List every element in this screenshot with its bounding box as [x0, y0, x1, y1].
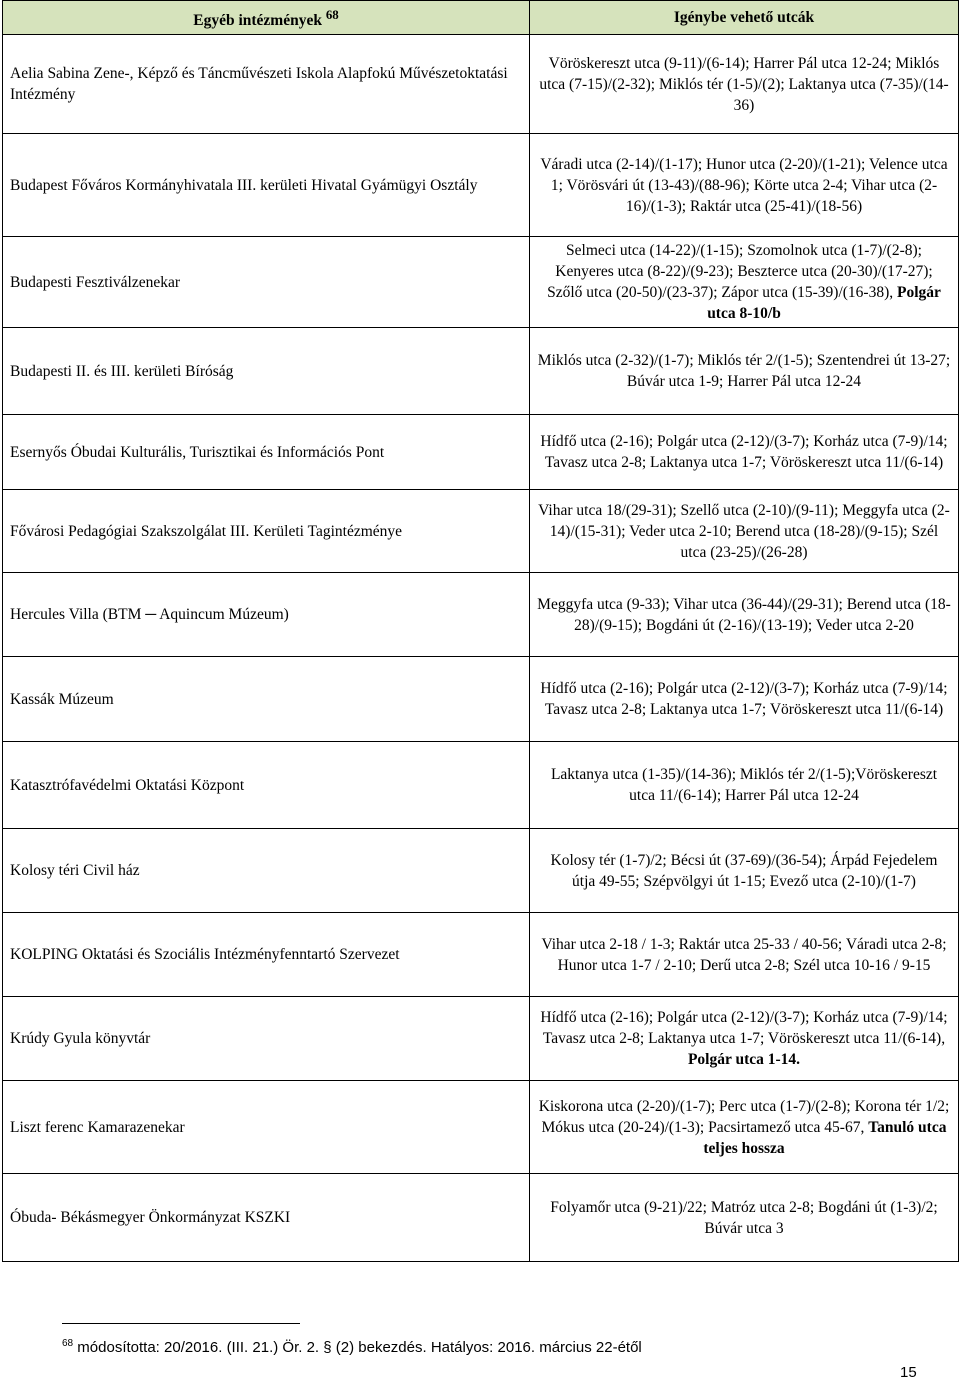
table-row — [3, 1081, 959, 1174]
header-institutions: Egyéb intézmények $^{68}$ — [3, 1, 530, 35]
table-row — [3, 829, 959, 913]
table-row — [3, 35, 959, 134]
streets-text: Vihar utca 2-18 / 1-3; Raktár utca 25-33 / 40-56; Váradi utca 2-8; Hunor utca 1-7 / 2-10; Derű utca 2-8; Szél utca 10-16 / 9-15 — [541, 935, 947, 974]
institution-name: Hercules Villa (BTM ─ Aquincum Múzeum) — [3, 573, 530, 657]
streets-text: Hídfő utca (2-16); Polgár utca (2-12)/(3-7); Korház utca (7-9)/14; Tavasz utca 2-8; Laktanya utca 1-7; Vöröskereszt utca 11/(6-14) — [540, 680, 948, 719]
footnote-text: módosította: 20/2016. (III. 21.) Ör. 2. § (2) bekezdés. Hatályos: 2016. március 22-étől — [77, 1339, 642, 1356]
institution-name: Óbuda- Békásmegyer Önkormányzat KSZKI — [3, 1174, 530, 1262]
institution-name: Budapesti II. és III. kerületi Bíróság — [3, 328, 530, 415]
streets-text: Selmeci utca (14-22)/(1-15); Szomolnok utca (1-7)/(2-8); Kenyeres utca (8-22)/(9-23); Beszterce utca (20-30)/(17-27); Szőlő utca (20-50)/(23-37); Zápor utca (15-39)/(16-38), — [547, 242, 933, 302]
streets-text: Vihar utca 18/(29-31); Szellő utca (2-10)/(9-11); Meggyfa utca (2-14)/(15-31); Veder utca 2-10; Berend utca (18-28)/(9-15); Szél utca (23-25)/(26-28) — [538, 501, 950, 561]
available-streets — [530, 328, 959, 415]
streets-text: Meggyfa utca (9-33); Vihar utca (36-44)/(29-31); Berend utca (18-28)/(9-15); Bogdáni út (2-16)/(13-19); Veder utca 2-20 — [537, 595, 951, 634]
available-streets — [530, 997, 959, 1081]
institution-name: Katasztrófavédelmi Oktatási Központ — [3, 742, 530, 829]
institution-name: Esernyős Óbudai Kulturális, Turisztikai és Információs Pont — [3, 415, 530, 490]
footnote-ref: 68 — [325, 7, 339, 22]
available-streets — [530, 35, 959, 134]
institution-name: Kolosy téri Civil ház — [3, 829, 530, 913]
table-row — [3, 997, 959, 1081]
institution-name: Fővárosi Pedagógiai Szakszolgálat III. Kerületi Tagintézménye — [3, 490, 530, 573]
streets-text: Folyamőr utca (9-21)/22; Matróz utca 2-8; Bogdáni út (1-3)/2; Búvár utca 3 — [550, 1198, 938, 1237]
streets-text: Hídfő utca (2-16); Polgár utca (2-12)/(3-7); Korház utca (7-9)/14; Tavasz utca 2-8; Laktanya utca 1-7; Vöröskereszt utca 11/(6-14), — [540, 1009, 948, 1048]
table-row — [3, 742, 959, 829]
footnote — [62, 1338, 642, 1356]
table-row — [3, 490, 959, 573]
table-header-row — [3, 1, 959, 35]
streets-bold-text: Polgár utca 1-14. — [687, 1051, 801, 1069]
institution-name: KOLPING Oktatási és Szociális Intézményfenntartó Szervezet — [3, 913, 530, 997]
available-streets — [530, 1174, 959, 1262]
available-streets — [530, 829, 959, 913]
streets-text: Laktanya utca (1-35)/(14-36); Miklós tér 2/(1-5);Vöröskereszt utca 11/(6-14); Harrer Pál utca 12-24 — [550, 766, 938, 805]
streets-text: Hídfő utca (2-16); Polgár utca (2-12)/(3-7); Korház utca (7-9)/14; Tavasz utca 2-8; Laktanya utca 1-7; Vöröskereszt utca 11/(6-14) — [540, 433, 948, 472]
page-number: 15 — [900, 1364, 917, 1381]
streets-bold-text: Tanuló utca teljes hossza — [703, 1118, 947, 1157]
table-row — [3, 134, 959, 237]
streets-text: Kiskorona utca (2-20)/(1-7); Perc utca (1-7)/(2-8); Korona tér 1/2; Mókus utca (20-24)/(1-3); Pacsirtamező utca 45-67, — [538, 1097, 950, 1136]
table-row — [3, 237, 959, 328]
streets-text: Miklós utca (2-32)/(1-7); Miklós tér 2/(1-5); Szentendrei út 13-27; Búvár utca 1-9; Harrer Pál utca 12-24 — [537, 352, 951, 391]
available-streets — [530, 134, 959, 237]
streets-text: Vöröskereszt utca (9-11)/(6-14); Harrer Pál utca 12-24; Miklós utca (7-15)/(2-32); Miklós tér (1-5)/(2); Laktanya utca (7-35)/(14-36) — [539, 54, 949, 114]
table-row — [3, 573, 959, 657]
footnote-separator — [62, 1323, 300, 1324]
institution-name: Budapest Főváros Kormányhivatala III. kerületi Hivatal Gyámügyi Osztály — [3, 134, 530, 237]
available-streets — [530, 1081, 959, 1174]
streets-text: Kolosy tér (1-7)/2; Bécsi út (37-69)/(36-54); Árpád Fejedelem útja 49-55; Szépvölgyi út 1-15; Evező utca (2-10)/(1-7) — [550, 851, 938, 890]
available-streets — [530, 237, 959, 328]
available-streets — [530, 657, 959, 742]
available-streets — [530, 573, 959, 657]
institutions-table — [2, 0, 959, 1262]
available-streets — [530, 490, 959, 573]
institution-name: Liszt ferenc Kamarazenekar — [3, 1081, 530, 1174]
table-row — [3, 328, 959, 415]
table-row — [3, 913, 959, 997]
institution-name: Aelia Sabina Zene-, Képző és Táncművészeti Iskola Alapfokú Művészetoktatási Intézmény — [3, 35, 530, 134]
available-streets — [530, 415, 959, 490]
streets-bold-text: Polgár utca 8-10/b — [707, 284, 941, 323]
institution-name: Kassák Múzeum — [3, 657, 530, 742]
streets-text: Váradi utca (2-14)/(1-17); Hunor utca (2-20)/(1-21); Velence utca 1; Vörösvári út (13-43)/(88-96); Körte utca 2-4; Vihar utca (2-16)/(1-3); Raktár utca (25-41)/(18-56) — [540, 155, 948, 215]
table-row — [3, 415, 959, 490]
table-row — [3, 1174, 959, 1262]
table-row — [3, 657, 959, 742]
header-streets: Igénybe vehető utcák — [530, 1, 959, 35]
footnote-number: 68 — [62, 1338, 74, 1349]
institution-name: Krúdy Gyula könyvtár — [3, 997, 530, 1081]
institution-name: Budapesti Fesztiválzenekar — [3, 237, 530, 328]
available-streets — [530, 913, 959, 997]
available-streets — [530, 742, 959, 829]
